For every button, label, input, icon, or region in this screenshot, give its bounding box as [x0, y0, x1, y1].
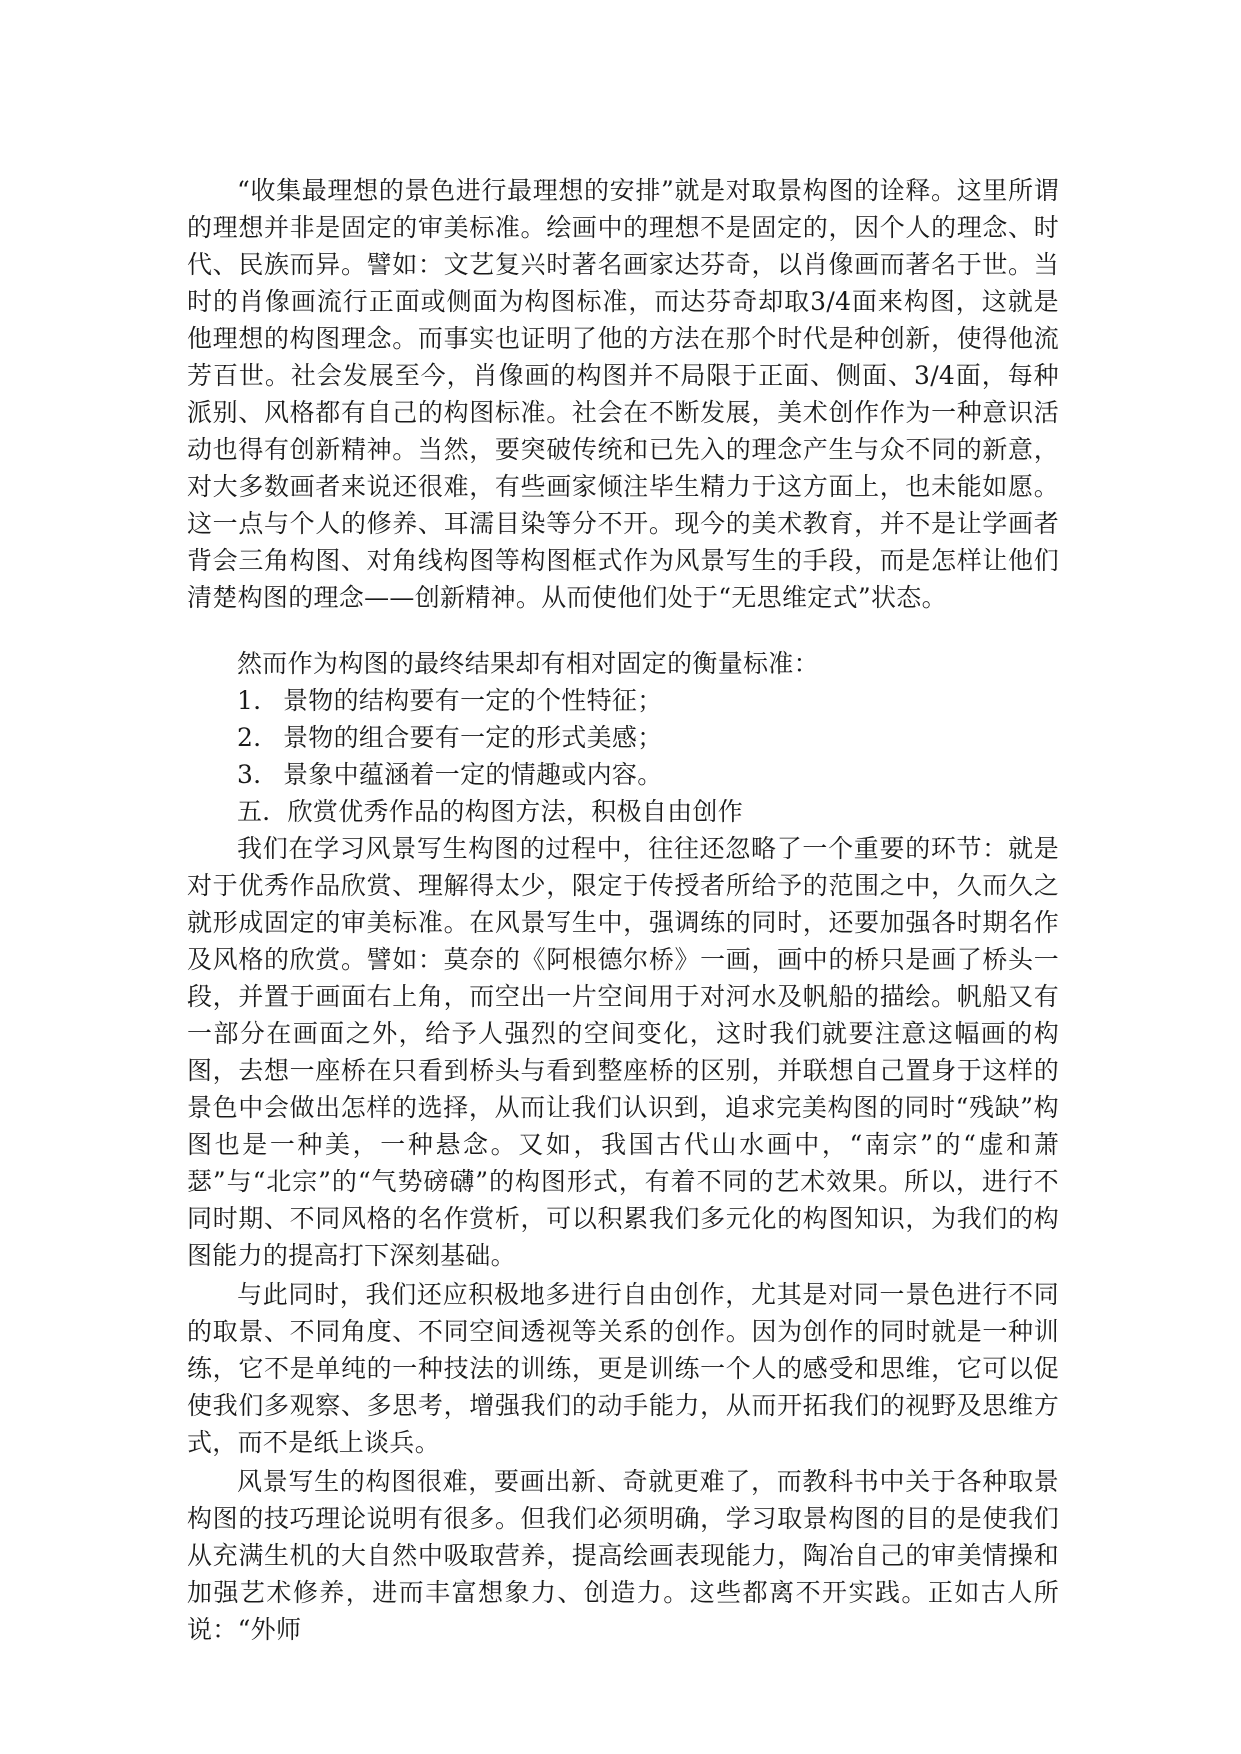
- list-item: [187, 756, 1059, 793]
- list-text: 景物的结构要有一定的个性特征；: [283, 686, 663, 715]
- section-heading: 五．欣赏优秀作品的构图方法，积极自由创作: [237, 797, 744, 826]
- list-item: [187, 682, 1059, 719]
- paragraph-practice: 风景写生的构图很难，要画出新、奇就更难了，而教科书中关于各种取景构图的技巧理论说明有很多。但我们必须明确，学习取景构图的目的是使我们从充满生机的大自然中吸取营养，提高绘画表现能力，陶冶自己的审美情操和加强艺术修养，进而丰富想象力、创造力。这些都离不开实践。正如古人所说：“外师: [187, 1467, 1059, 1644]
- list-text: 景物的组合要有一定的形式美感；: [283, 723, 663, 752]
- list-text: 景象中蕴涵着一定的情趣或内容。: [283, 760, 663, 789]
- paragraph-appreciation: 我们在学习风景写生构图的过程中，往往还忽略了一个重要的环节：就是对于优秀作品欣赏、理解得太少，限定于传授者所给予的范围之中，久而久之就形成固定的审美标准。在风景写生中，强调练的同时，还要加强各时期名作及风格的欣赏。譬如：莫奈的《阿根德尔桥》一画，画中的桥只是画了桥头一段，并置于画面右上角，而空出一片空间用于对河水及帆船的描绘。帆船又有一部分在画面之外，给予人强烈的空间变化，这时我们就要注意这幅画的构图，去想一座桥在只看到桥头与看到整座桥的区别，并联想自己置身于这样的景色中会做出怎样的选择，从而让我们认识到，追求完美构图的同时“残缺”构图也是一种美，一种悬念。又如，我国古代山水画中，“南宗”的“虚和萧瑟”与“北宗”的“气势磅礴”的构图形式，有着不同的艺术效果。所以，进行不同时期、不同风格的名作赏析，可以积累我们多元化的构图知识，为我们的构图能力的提高打下深刻基础。: [187, 834, 1059, 1270]
- document-page: [187, 172, 1059, 1648]
- paragraph-criteria-intro: 然而作为构图的最终结果却有相对固定的衡量标准：: [237, 649, 819, 678]
- list-item: [187, 719, 1059, 756]
- list-number: 1．: [237, 686, 279, 715]
- paragraph-composition-ideal: “收集最理想的景色进行最理想的安排”就是对取景构图的诠释。这里所谓的理想并非是固定的审美标准。绘画中的理想不是固定的，因个人的理念、时代、民族而异。譬如：文艺复兴时著名画家达芬奇，以肖像画而著名于世。当时的肖像画流行正面或侧面为构图标准，而达芬奇却取3/4面来构图，这就是他理想的构图理念。而事实也证明了他的方法在那个时代是种创新，使得他流芳百世。社会发展至今，肖像画的构图并不局限于正面、侧面、3/4面，每种派别、风格都有自己的构图标准。社会在不断发展，美术创作作为一种意识活动也得有创新精神。当然，要突破传统和已先入的理念产生与众不同的新意，对大多数画者来说还很难，有些画家倾注毕生精力于这方面上，也未能如愿。这一点与个人的修养、耳濡目染等分不开。现今的美术教育，并不是让学画者背会三角构图、对角线构图等构图框式作为风景写生的手段，而是怎样让他们清楚构图的理念——创新精神。从而使他们处于“无思维定式”状态。: [187, 176, 1059, 612]
- list-number: 2．: [237, 723, 279, 752]
- paragraph-free-creation: 与此同时，我们还应积极地多进行自由创作，尤其是对同一景色进行不同的取景、不同角度、不同空间透视等关系的创作。因为创作的同时就是一种训练，它不是单纯的一种技法的训练，更是训练一个人的感受和思维，它可以促使我们多观察、多思考，增强我们的动手能力，从而开拓我们的视野及思维方式，而不是纸上谈兵。: [187, 1280, 1059, 1457]
- list-number: 3．: [237, 760, 279, 789]
